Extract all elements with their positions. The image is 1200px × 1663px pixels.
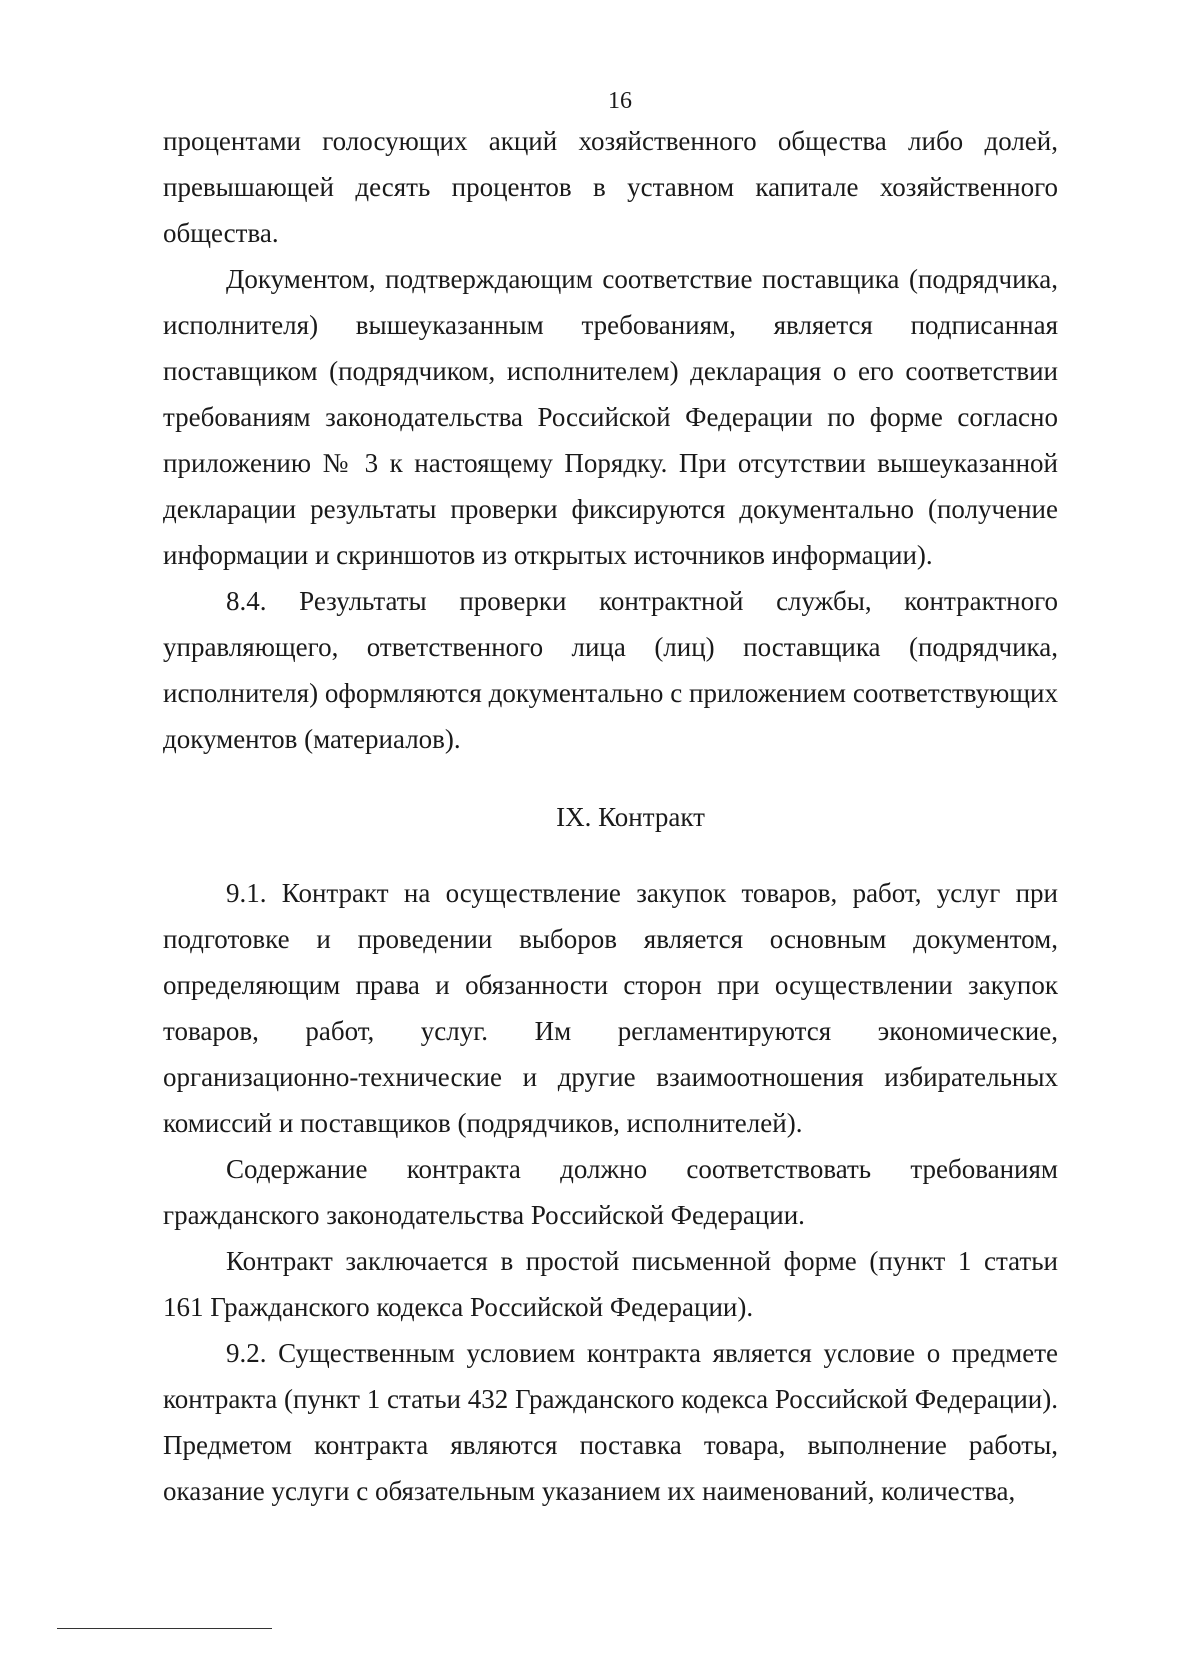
document-body [163,118,1058,1514]
section-title-contract: IX. Контракт [556,802,705,832]
paragraph-contract-content: Содержание контракта должно соответствовать требованиям гражданского законодательства Российской Федерации. [163,1154,1058,1230]
footer-rule [57,1628,272,1629]
paragraph-continuation: процентами голосующих акций хозяйственного общества либо долей, превышающей десять процентов в уставном капитале хозяйственного общества. [163,126,1058,248]
paragraph-9-1: 9.1. Контракт на осуществление закупок товаров, работ, услуг при подготовке и проведении выборов является основным документом, определяющим права и обязанности сторон при осуществлении закупок товаров, работ, услуг. Им регламентируются экономические, организационно-технические и другие взаимоотношения избирательных комиссий и поставщиков (подрядчиков, исполнителей). [163,878,1058,1138]
paragraph-declaration: Документом, подтверждающим соответствие поставщика (подрядчика, исполнителя) вышеуказанным требованиям, является подписанная поставщиком (подрядчиком, исполнителем) декларация о его соответствии требованиям законодательства Российской Федерации по форме согласно приложению № 3 к настоящему Порядку. При отсутствии вышеуказанной декларации результаты проверки фиксируются документально (получение информации и скриншотов из открытых источников информации). [163,264,1058,570]
paragraph-contract-form: Контракт заключается в простой письменной форме (пункт 1 статьи 161 Гражданского кодекса Российской Федерации). [163,1246,1058,1322]
page-number: 16 [608,88,632,114]
paragraph-8-4: 8.4. Результаты проверки контрактной службы, контрактного управляющего, ответственного лица (лиц) поставщика (подрядчика, исполнителя) оформляются документально с приложением соответствующих документов (материалов). [163,586,1058,754]
paragraph-9-2: 9.2. Существенным условием контракта является условие о предмете контракта (пункт 1 статьи 432 Гражданского кодекса Российской Федерации). Предметом контракта являются поставка товара, выполнение работы, оказание услуги с обязательным указанием их наименований, количества, [163,1338,1058,1506]
